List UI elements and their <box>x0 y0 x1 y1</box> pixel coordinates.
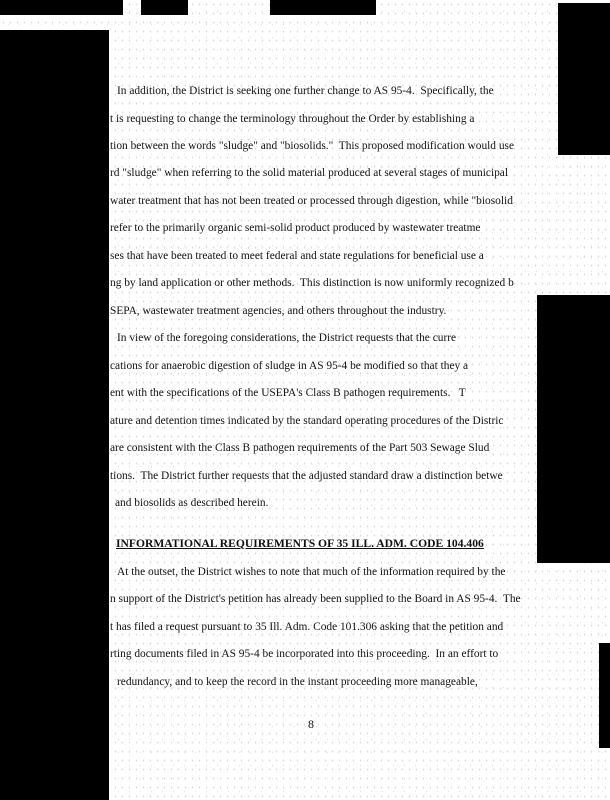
text-line: cations for anaerobic digestion of sludge in AS 95-4 be modified so that they a <box>110 360 469 372</box>
redaction-bottom-right <box>599 643 610 748</box>
text-line: are consistent with the Class B pathogen requirements of the Part 503 Sewage Slud <box>110 442 490 454</box>
redaction-right-middle <box>537 295 610 563</box>
page-number: 8 <box>308 717 314 731</box>
text-line: and biosolids as described herein. <box>115 497 269 509</box>
redaction-top-2 <box>141 0 188 15</box>
text-line: rting documents filed in AS 95-4 be incorporated into this proceeding. In an effort to <box>110 648 499 660</box>
text-line: tion between the words "sludge" and "biosolids." This proposed modification would use <box>110 140 515 152</box>
text-line: t has filed a request pursuant to 35 Ill. Adm. Code 101.306 asking that the petition and <box>110 621 504 633</box>
redaction-top-3 <box>270 0 376 15</box>
text-line: t is requesting to change the terminology throughout the Order by establishing a <box>110 113 475 125</box>
text-line: redundancy, and to keep the record in the instant proceeding more manageable, <box>117 676 478 688</box>
text-line: refer to the primarily organic semi-solid product produced by wastewater treatme <box>110 222 481 234</box>
redaction-right-upper <box>558 3 610 155</box>
text-line: SEPA, wastewater treatment agencies, and others throughout the industry. <box>110 305 447 317</box>
text-line: rd "sludge" when referring to the solid material produced at several stages of municipal <box>110 167 509 179</box>
text-line: In view of the foregoing considerations, the District requests that the curre <box>117 332 457 344</box>
redaction-left <box>0 30 109 800</box>
text-line: ng by land application or other methods. This distinction is now uniformly recognized b <box>110 277 514 289</box>
text-line: tions. The District further requests that the adjusted standard draw a distinction betwe <box>110 470 503 482</box>
text-line: water treatment that has not been treated or processed through digestion, while "biosolid <box>110 195 513 207</box>
redaction-top-1 <box>0 0 123 15</box>
text-line: ent with the specifications of the USEPA's Class B pathogen requirements. T <box>110 387 466 399</box>
text-line: In addition, the District is seeking one further change to AS 95-4. Specifically, the <box>117 85 494 97</box>
text-line: n support of the District's petition has already been supplied to the Board in AS 95-4. The <box>110 593 521 605</box>
section-heading: INFORMATIONAL REQUIREMENTS OF 35 ILL. ADM. CODE 104.406 <box>116 537 484 550</box>
text-line: At the outset, the District wishes to note that much of the information required by the <box>117 566 506 578</box>
text-line: ses that have been treated to meet federal and state regulations for beneficial use a <box>110 250 484 262</box>
text-line: ature and detention times indicated by the standard operating procedures of the Distric <box>110 415 504 427</box>
